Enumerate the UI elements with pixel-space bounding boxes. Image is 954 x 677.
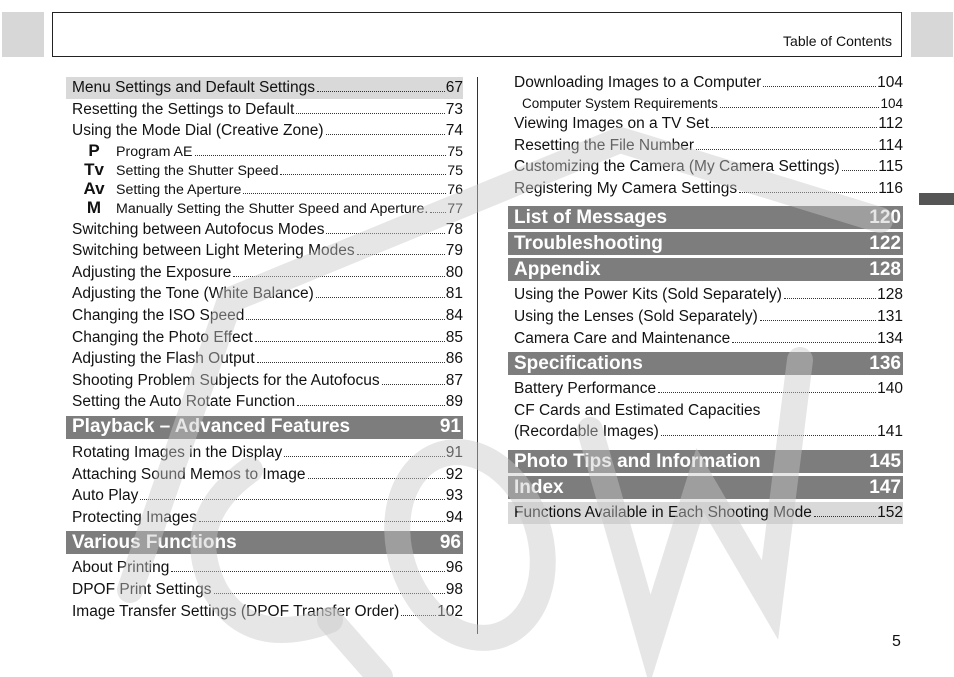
toc-entry[interactable]	[66, 370, 463, 392]
entry-title: Switching between Autofocus Modes	[72, 220, 325, 238]
dot-leader	[316, 297, 445, 298]
entry-title: Changing the Photo Effect	[72, 328, 253, 346]
dot-leader	[763, 86, 876, 87]
toc-right-column	[508, 72, 903, 524]
entry-title: (Recordable Images)	[514, 423, 659, 441]
entry-title: Auto Play	[72, 487, 139, 505]
entry-page-number: 91	[445, 443, 463, 461]
dot-leader	[784, 298, 876, 299]
header-title: Table of Contents	[783, 33, 892, 49]
toc-entry[interactable]	[66, 557, 463, 579]
entry-title: Using the Mode Dial (Creative Zone)	[72, 122, 324, 140]
dot-leader	[696, 149, 877, 150]
entry-page-number: 73	[445, 100, 463, 118]
toc-entry[interactable]	[66, 464, 463, 486]
entry-page-number: 134	[877, 329, 903, 347]
shooting-mode-icon: M	[86, 199, 102, 218]
entry-title: DPOF Print Settings	[72, 580, 212, 598]
toc-entry[interactable]	[66, 507, 463, 529]
dot-leader	[760, 320, 876, 321]
entry-title: Using the Lenses (Sold Separately)	[514, 308, 758, 326]
dot-leader	[233, 276, 444, 277]
section-page-number: 147	[869, 476, 901, 498]
dot-leader	[214, 593, 445, 594]
toc-entry[interactable]	[508, 328, 903, 350]
toc-entry[interactable]	[66, 99, 463, 121]
section-page-number: 145	[869, 450, 901, 472]
entry-title: Viewing Images on a TV Set	[514, 115, 710, 133]
entry-title: Menu Settings and Default Settings	[72, 79, 315, 96]
entry-page-number: 76	[447, 182, 463, 199]
toc-entry[interactable]	[66, 283, 463, 305]
entry-title: Adjusting the Tone (White Balance)	[72, 285, 314, 303]
dot-leader	[199, 521, 445, 522]
entry-title: Attaching Sound Memos to Image	[72, 465, 306, 483]
entry-page-number: 128	[877, 286, 903, 304]
entry-page-number: 114	[878, 136, 903, 154]
shooting-mode-icon: Tv	[84, 160, 104, 179]
entry-page-number: 85	[445, 328, 463, 346]
toc-entry[interactable]	[66, 442, 463, 464]
entry-title: Rotating Images in the Display	[72, 443, 283, 461]
entry-page-number: 94	[445, 508, 463, 526]
dot-leader	[661, 435, 876, 436]
section-title: Playback – Advanced Features	[72, 416, 351, 438]
entry-page-number: 92	[445, 465, 463, 483]
toc-entry[interactable]	[508, 400, 903, 422]
toc-entry[interactable]	[508, 284, 903, 306]
section-title: Appendix	[514, 258, 601, 280]
section-title: Various Functions	[72, 531, 237, 553]
entry-page-number: 79	[445, 242, 463, 260]
entry-title: Downloading Images to a Computer	[514, 74, 762, 91]
entry-title: Shooting Problem Subjects for the Autofocus	[72, 371, 380, 389]
section-page-number: 122	[869, 232, 901, 254]
dot-leader	[246, 319, 444, 320]
toc-sub-entry[interactable]	[66, 142, 463, 161]
toc-entry[interactable]	[66, 240, 463, 262]
section-page-number: 91	[439, 416, 461, 438]
entry-page-number: 67	[445, 79, 463, 96]
entry-page-number: 81	[445, 285, 463, 303]
section-heading[interactable]	[66, 416, 463, 439]
entry-page-number: 102	[437, 602, 463, 620]
dot-leader	[284, 456, 445, 457]
entry-title: Setting the Auto Rotate Function	[72, 393, 296, 411]
entry-title: Resetting the Settings to Default	[72, 100, 295, 118]
toc-entry[interactable]	[508, 135, 903, 157]
toc-entry[interactable]	[508, 72, 903, 94]
shooting-mode-icon: Av	[83, 180, 105, 199]
entry-title: Battery Performance	[514, 380, 657, 398]
section-title: Specifications	[514, 352, 643, 374]
column-divider	[477, 77, 478, 634]
page-header	[52, 12, 902, 57]
entry-page-number: 87	[445, 371, 463, 389]
toc-sub-entry[interactable]	[66, 161, 463, 180]
entry-page-number: 80	[445, 263, 463, 281]
dot-leader	[140, 499, 444, 500]
entry-page-number: 89	[445, 393, 463, 411]
section-title: List of Messages	[514, 206, 668, 228]
toc-entry[interactable]	[508, 178, 903, 200]
dot-leader	[297, 405, 445, 406]
dot-leader	[732, 342, 876, 343]
dot-leader	[814, 516, 876, 517]
section-page-number: 96	[439, 531, 461, 553]
entry-page-number: 112	[878, 115, 903, 133]
entry-title: Adjusting the Flash Output	[72, 350, 255, 368]
dot-leader	[326, 233, 444, 234]
entry-page-number: 141	[877, 423, 903, 441]
page-number: 5	[892, 633, 901, 650]
dot-leader	[257, 362, 445, 363]
toc-entry[interactable]	[66, 601, 463, 623]
section-heading[interactable]	[508, 258, 903, 281]
entry-page-number: 152	[877, 504, 903, 522]
dot-leader	[401, 615, 436, 616]
toc-entry[interactable]	[66, 327, 463, 349]
entry-title: Computer System Requirements	[522, 95, 718, 111]
entry-page-number: 75	[447, 162, 463, 179]
entry-title: Registering My Camera Settings	[514, 179, 738, 197]
dot-leader	[308, 478, 445, 479]
toc-entry[interactable]	[66, 219, 463, 241]
entry-title: Setting the Aperture	[116, 182, 242, 199]
entry-page-number: 140	[877, 380, 903, 398]
toc-entry[interactable]	[66, 77, 463, 99]
section-page-number: 136	[869, 352, 901, 374]
section-title: Index	[514, 476, 564, 498]
entry-title: Setting the Shutter Speed	[116, 162, 279, 179]
section-heading[interactable]	[66, 531, 463, 554]
entry-page-number: 96	[445, 559, 463, 577]
toc-entry[interactable]	[508, 502, 903, 524]
entry-page-number: 78	[445, 220, 463, 238]
toc-entry[interactable]	[66, 348, 463, 370]
toc-entry[interactable]	[66, 120, 463, 142]
dot-leader	[842, 170, 878, 171]
entry-title: Functions Available in Each Shooting Mode	[514, 504, 812, 522]
toc-sub-entry[interactable]	[66, 199, 463, 218]
section-heading[interactable]	[508, 352, 903, 375]
entry-page-number: 86	[445, 350, 463, 368]
section-heading[interactable]	[508, 476, 903, 499]
entry-page-number: 93	[445, 487, 463, 505]
toc-entry[interactable]	[66, 305, 463, 327]
entry-title: Resetting the File Number	[514, 136, 695, 154]
entry-title: Program AE	[116, 143, 193, 160]
entry-title: Customizing the Camera (My Camera Settings)	[514, 158, 840, 176]
dot-leader	[243, 193, 446, 194]
dot-leader	[255, 341, 445, 342]
dot-leader	[739, 192, 877, 193]
section-heading[interactable]	[508, 206, 903, 229]
entry-title: Changing the ISO Speed	[72, 306, 245, 324]
section-page-number: 120	[869, 206, 901, 228]
toc-entry[interactable]	[508, 156, 903, 178]
entry-page-number: 131	[877, 308, 903, 326]
dot-leader	[326, 134, 445, 135]
dot-leader	[382, 384, 445, 385]
entry-page-number: 74	[445, 122, 463, 140]
toc-sub-entry[interactable]	[66, 180, 463, 199]
entry-title: Image Transfer Settings (DPOF Transfer Order)	[72, 602, 400, 620]
entry-title: Manually Setting the Shutter Speed and Aperture.	[116, 201, 429, 218]
section-page-number: 128	[869, 258, 901, 280]
entry-page-number: 104	[877, 74, 903, 91]
entry-title: Switching between Light Metering Modes	[72, 242, 355, 260]
entry-page-number: 75	[447, 143, 463, 160]
entry-title: Using the Power Kits (Sold Separately)	[514, 286, 782, 304]
toc-entry[interactable]	[66, 391, 463, 413]
section-title: Photo Tips and Information	[514, 450, 761, 472]
corner-block-left	[2, 12, 44, 57]
entry-page-number: 77	[447, 201, 463, 218]
dot-leader	[357, 254, 445, 255]
dot-leader	[711, 127, 877, 128]
toc-entry[interactable]	[508, 113, 903, 135]
entry-title: Adjusting the Exposure	[72, 263, 232, 281]
entry-page-number: 98	[445, 580, 463, 598]
toc-entry[interactable]	[508, 94, 903, 114]
section-heading[interactable]	[508, 450, 903, 473]
dot-leader	[195, 155, 447, 156]
shooting-mode-icon: P	[88, 141, 100, 160]
toc-entry[interactable]	[508, 306, 903, 328]
entry-page-number: 84	[445, 306, 463, 324]
section-heading[interactable]	[508, 232, 903, 255]
chapter-tab-marker	[919, 193, 954, 205]
toc-entry[interactable]	[66, 485, 463, 507]
entry-title: Camera Care and Maintenance	[514, 329, 731, 347]
toc-entry[interactable]	[508, 378, 903, 400]
corner-block-right	[911, 12, 953, 57]
section-title: Troubleshooting	[514, 232, 663, 254]
toc-entry[interactable]	[508, 421, 903, 443]
entry-page-number: 115	[878, 158, 903, 176]
entry-page-number: 104	[880, 95, 903, 111]
dot-leader	[317, 91, 445, 92]
entry-page-number: 116	[878, 179, 903, 197]
entry-title: CF Cards and Estimated Capacities	[514, 401, 761, 419]
dot-leader	[171, 571, 444, 572]
dot-leader	[658, 392, 876, 393]
dot-leader	[720, 107, 880, 108]
entry-title: Protecting Images	[72, 508, 197, 526]
toc-left-column	[66, 77, 463, 622]
toc-entry[interactable]	[66, 579, 463, 601]
dot-leader	[296, 113, 444, 114]
dot-leader	[430, 212, 446, 213]
toc-entry[interactable]	[66, 262, 463, 284]
dot-leader	[280, 174, 446, 175]
entry-title: About Printing	[72, 559, 170, 577]
